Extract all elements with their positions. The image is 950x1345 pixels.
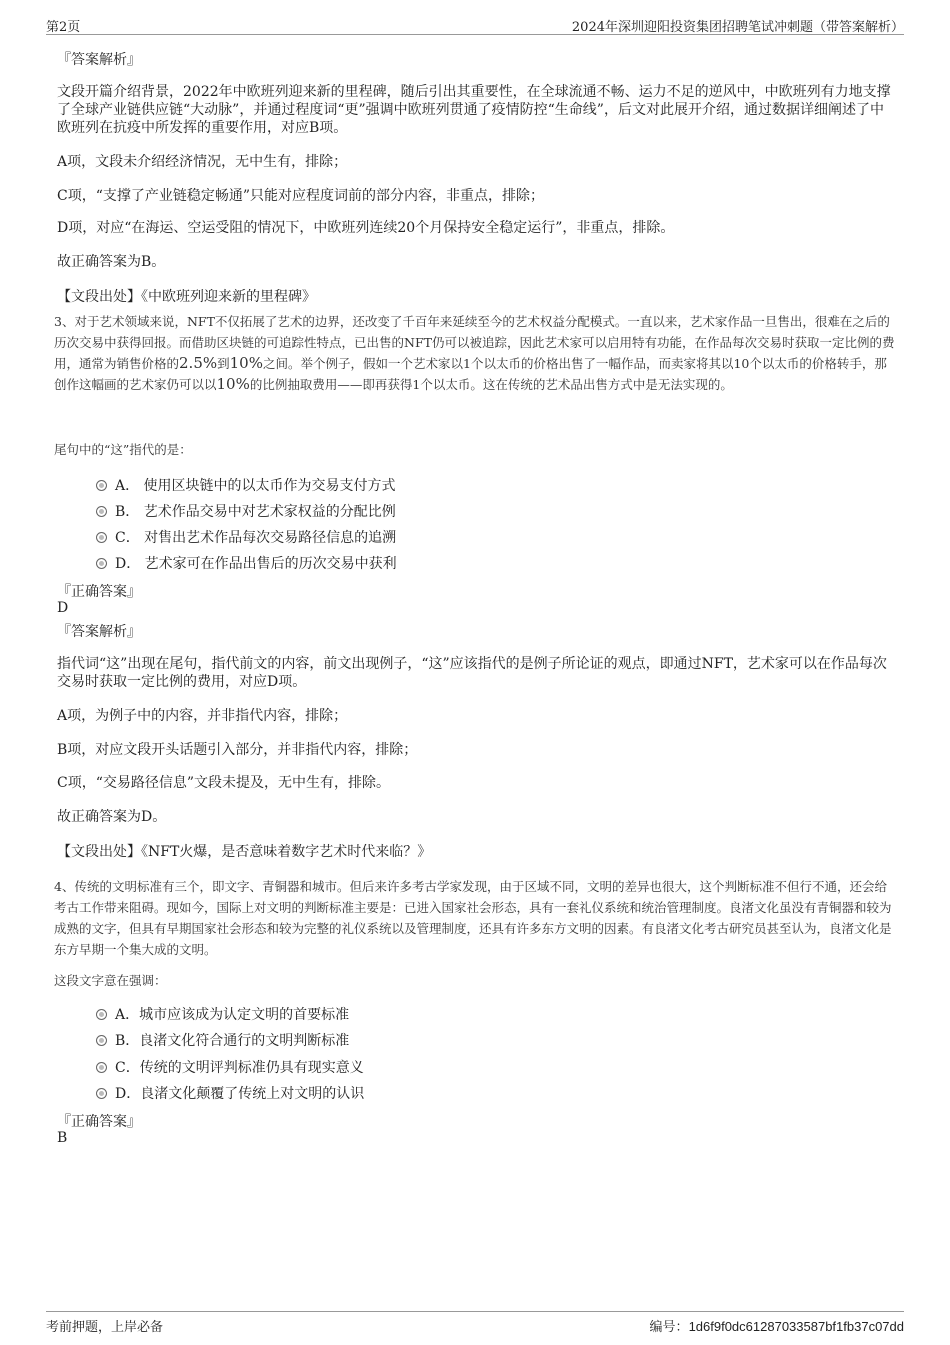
page-footer bbox=[46, 1311, 904, 1336]
q3-option-b-note: B项，对应文段开头话题引入部分，并非指代内容，排除； bbox=[57, 742, 418, 758]
q3-option-a[interactable]: A． 使用区块链中的以太币作为交易支付方式 bbox=[96, 475, 396, 495]
q4-option-d[interactable]: D．良渚文化颠覆了传统上对文明的认识 bbox=[96, 1083, 364, 1103]
q2-source: 【文段出处】《中欧班列迎来新的里程碑》 bbox=[57, 289, 316, 305]
q3-answer: D bbox=[57, 600, 69, 616]
q3-analysis-label: 『答案解析』 bbox=[57, 624, 141, 640]
q3-math-10a: 10% bbox=[229, 354, 263, 372]
q4-option-c[interactable]: C．传统的文明评判标准仍具有现实意义 bbox=[96, 1057, 364, 1077]
radio-icon[interactable] bbox=[96, 480, 107, 491]
q3-question: 尾句中的“这”指代的是： bbox=[54, 442, 192, 457]
radio-icon[interactable] bbox=[96, 506, 107, 517]
q4-answer-label: 『正确答案』 bbox=[57, 1114, 141, 1130]
q3-math-2.5: 2.5% bbox=[179, 354, 218, 372]
q3-conclusion: 故正确答案为D。 bbox=[57, 809, 167, 825]
q3-option-c[interactable]: C． 对售出艺术作品每次交易路径信息的追溯 bbox=[96, 527, 396, 547]
q2-conclusion: 故正确答案为B。 bbox=[57, 254, 166, 270]
footer-slogan: 考前押题，上岸必备 bbox=[46, 1320, 164, 1335]
q4-option-b[interactable]: B．良渚文化符合通行的文明判断标准 bbox=[96, 1030, 349, 1050]
document-title: 2024年深圳迎阳投资集团招聘笔试冲刺题（带答案解析） bbox=[571, 20, 904, 35]
q2-analysis-label: 『答案解析』 bbox=[57, 52, 141, 68]
q3-passage: 3、对于艺术领域来说，NFT不仅拓展了艺术的边界，还改变了千百年来延续至今的艺术权益分配模式。一直以来，艺术家作品一旦售出，很难在之后的历次交易中获得回报。而借助区块链的可追踪性特点，已出售的NFT仍可以被追踪，因此艺术家可以启用特有功能，在作品每次交易时获取一定比例的费用，通常为销售价格的2.5%到10%之间。举个例子，假如一个艺术家以1个以太币的价格出售了一幅作品，而卖家将其以10个以太币的价格转手，那创作这幅画的艺术家仍可以以10%的比例抽取费用——即再获得1个以太币。这在传统的艺术品出售方式中是无法实现的。 bbox=[54, 314, 895, 393]
q4-question: 这段文字意在强调： bbox=[54, 973, 167, 988]
q3-option-d[interactable]: D． 艺术家可在作品出售后的历次交易中获利 bbox=[96, 553, 397, 573]
radio-icon[interactable] bbox=[96, 1062, 107, 1073]
page-number: 第2页 bbox=[46, 20, 81, 35]
page-header bbox=[46, 14, 904, 35]
q3-analysis: 指代词“这”出现在尾句，指代前文的内容，前文出现例子，“这”应该指代的是例子所论证的观点，即通过NFT，艺术家可以在作品每次交易时获取一定比例的费用，对应D项。 bbox=[57, 656, 887, 690]
q2-analysis: 文段开篇介绍背景，2022年中欧班列迎来新的里程碑，随后引出其重要性，在全球流通不畅、运力不足的逆风中，中欧班列有力地支撑了全球产业链供应链“大动脉”，并通过程度词“更”强调中欧班列贯通了疫情防控“生命线”，后文对此展开介绍，通过数据详细阐述了中欧班列在抗疫中所发挥的重要作用，对应B项。 bbox=[57, 84, 891, 136]
radio-icon[interactable] bbox=[96, 532, 107, 543]
q3-option-c-note: C项，“交易路径信息”文段未提及，无中生有，排除。 bbox=[57, 775, 391, 791]
radio-icon[interactable] bbox=[96, 1009, 107, 1020]
q3-source: 【文段出处】《NFT火爆，是否意味着数字艺术时代来临？》 bbox=[57, 844, 432, 860]
q2-option-d-note: D项，对应“在海运、空运受阻的情况下，中欧班列连续20个月保持安全稳定运行”，非重点，排除。 bbox=[57, 220, 675, 236]
radio-icon[interactable] bbox=[96, 1088, 107, 1099]
footer-code: 编号：1d6f9f0dc61287033587bf1fb37c07dd bbox=[649, 1319, 904, 1335]
q4-option-a[interactable]: A．城市应该成为认定文明的首要标准 bbox=[96, 1004, 349, 1024]
q2-option-c-note: C项，“支撑了产业链稳定畅通”只能对应程度词前的部分内容，非重点，排除； bbox=[57, 188, 545, 204]
q4-answer: B bbox=[57, 1130, 68, 1146]
radio-icon[interactable] bbox=[96, 1035, 107, 1046]
q3-option-b[interactable]: B． 艺术作品交易中对艺术家权益的分配比例 bbox=[96, 501, 396, 521]
q3-math-10b: 10% bbox=[216, 375, 250, 393]
q2-option-a-note: A项，文段未介绍经济情况，无中生有，排除； bbox=[57, 154, 348, 170]
q4-passage: 4、传统的文明标准有三个，即文字、青铜器和城市。但后来许多考古学家发现，由于区域不同，文明的差异也很大，这个判断标准不但行不通，还会给考古工作带来阻碍。现如今，国际上对文明的判断标准主要是：已进入国家社会形态，具有一套礼仪系统和统治管理制度。良渚文化虽没有青铜器和较为成熟的文字，但具有早期国家社会形态和较为完整的礼仪系统以及管理制度，还具有许多东方文明的因素。有良渚文化考古研究员甚至认为，良渚文化是东方早期一个集大成的文明。 bbox=[54, 879, 892, 957]
radio-icon[interactable] bbox=[96, 558, 107, 569]
q3-option-a-note: A项，为例子中的内容，并非指代内容，排除； bbox=[57, 708, 348, 724]
q3-answer-label: 『正确答案』 bbox=[57, 584, 141, 600]
